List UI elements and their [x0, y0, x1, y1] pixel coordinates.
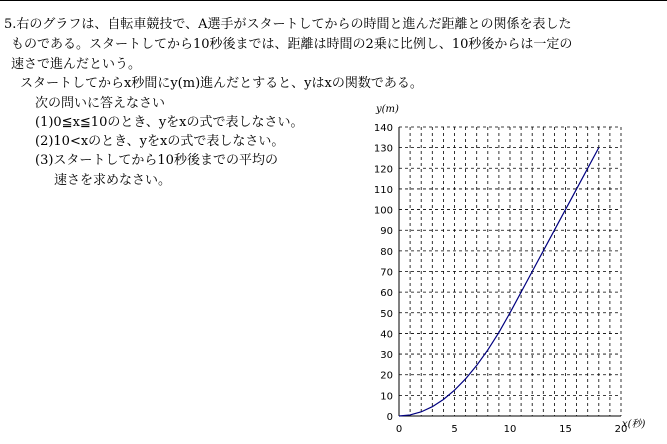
y-tick-label: 60: [380, 288, 393, 300]
y-tick-label: 130: [373, 143, 393, 155]
y-tick-label: 80: [380, 246, 393, 258]
y-tick-label: 20: [380, 370, 393, 382]
question-3-continuation: 速さを求めなさい。: [54, 173, 172, 188]
y-tick-label: 50: [380, 308, 393, 320]
y-tick-label: 120: [373, 164, 393, 176]
intro-line-3: 速さで進んだという。: [11, 57, 142, 72]
y-tick-label: 40: [380, 329, 393, 341]
y-axis-label: y(m): [376, 104, 399, 115]
y-tick-label: 110: [373, 184, 393, 196]
question-2: (2)10<xのとき、yをxの式で表しなさい。: [35, 134, 285, 149]
instruction-text: 次の問いに答えなさい: [35, 96, 166, 111]
x-tick-label: 15: [559, 424, 572, 435]
x-tick-label: 20: [614, 424, 628, 435]
question-1: (1)0≦x≦10のとき、yをxの式で表しなさい。: [35, 115, 304, 130]
x-axis-label: x(秒): [622, 419, 646, 430]
x-tick-label: 10: [503, 424, 517, 435]
y-tick-label: 100: [373, 205, 393, 217]
y-tick-label: 30: [380, 350, 393, 362]
question-3: (3)スタートしてから10秒後までの平均の: [35, 153, 278, 168]
intro-line-1: 5.右のグラフは、自転車競技で、A選手がスタートしてからの時間と進んだ距離との関係を表した: [4, 17, 572, 32]
y-tick-label: 140: [373, 123, 393, 134]
y-tick-label: 90: [380, 226, 393, 238]
x-tick-label: 5: [451, 424, 458, 435]
x-tick-label: 0: [395, 424, 403, 435]
intro-line-2: ものである。スタートしてから10秒後までは、距離は時間の2乗に比例し、10秒後からは一定の: [11, 37, 573, 52]
y-tick-label: 10: [380, 391, 393, 403]
y-tick-label: 0: [386, 412, 393, 423]
y-tick-label: 70: [380, 267, 393, 279]
intro-line-4: スタートしてからx秒間にy(m)進んだとすると、yはxの関数である。: [20, 76, 423, 91]
